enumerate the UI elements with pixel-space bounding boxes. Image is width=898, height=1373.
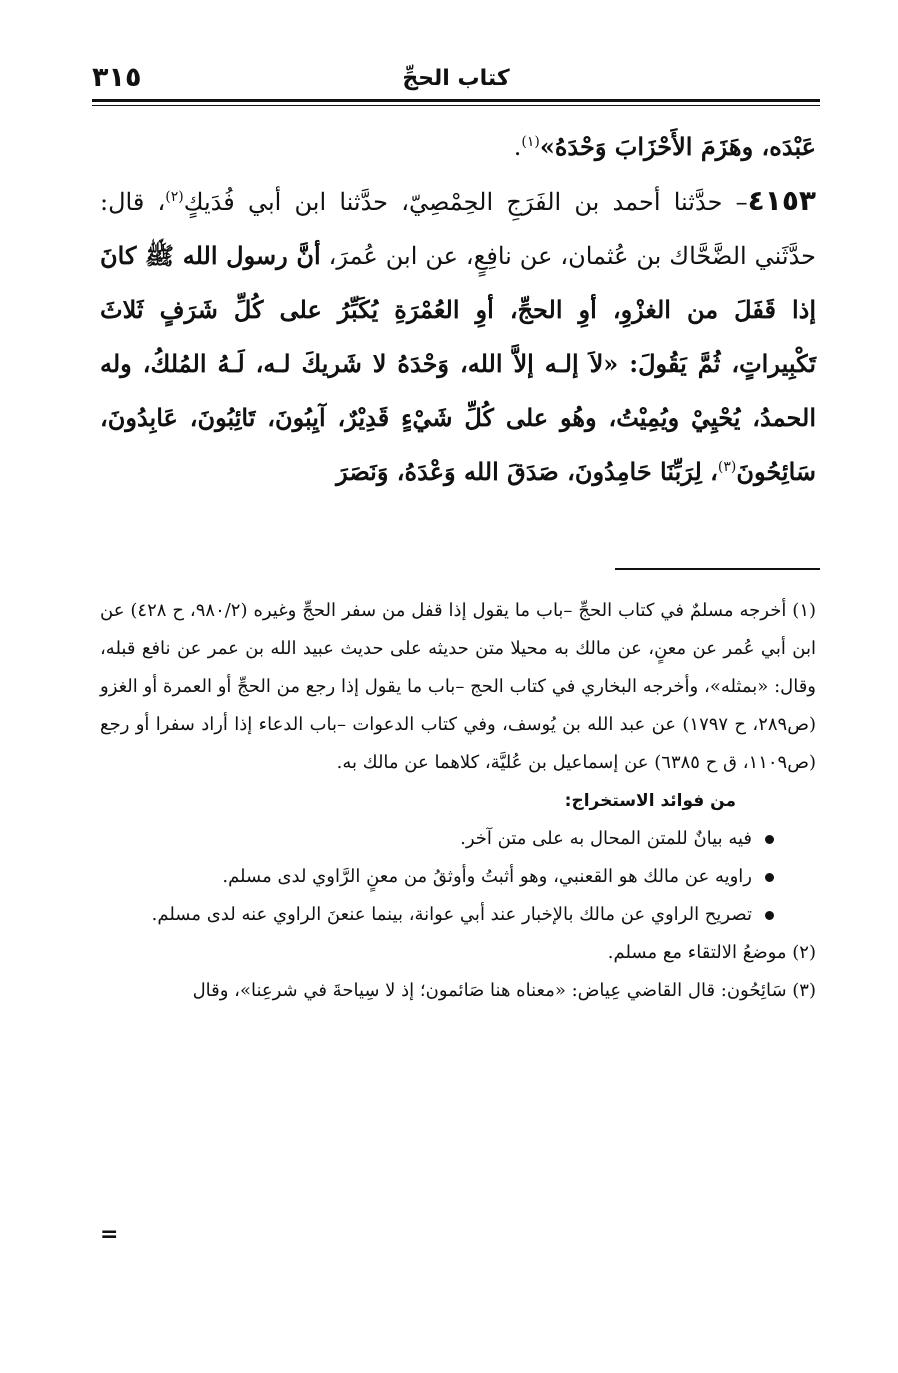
footnote-ref-2: (٢) (165, 189, 184, 205)
benefits-heading: من فوائد الاستخراج: (564, 791, 736, 811)
period: . (513, 133, 522, 161)
hadith-paragraph (100, 174, 816, 499)
footnotes (100, 592, 816, 1010)
book-title: كتاب الحجِّ (402, 66, 510, 91)
footnote-1: (١) أخرجه مسلمٌ في كتاب الحجِّ –باب ما يقول إذا قفل من سفر الحجِّ وغيره (٩٨٠/٢، ح ٤٢٨) عن ابن أبي عُمر عن معنٍ، عن مالك به محيلا متن حديثه على حديث عبيد الله بن عمر عن نافع قبله، وقال: «بمثله»، وأخرجه البخاري في كتاب الحج –باب ما يقول إذا رجع من الحجِّ أو العمرة أو الغزو (ص٢٨٩، ح ١٧٩٧) عن عبد الله بن يُوسف، وفي كتاب الدعوات –باب الدعاء إذا أراد سفرا أو رجع (ص١١٠٩، ق ح ٦٣٨٥) عن إسماعيل بن عُليَّة، كلاهما عن مالك به. (100, 600, 817, 773)
list-item: فيه بيانٌ للمتن المحال به على متن آخر. (100, 820, 752, 858)
hadith-text-part-2: ، لِرَبِّنَا حَامِدُونَ، صَدَقَ الله وَعْدَهُ، وَنَصَرَ (336, 457, 718, 486)
header-rule-thin (92, 105, 820, 106)
footnote-ref-1: (١) (521, 134, 540, 150)
header-rule-thick (92, 99, 820, 102)
hadith-number: ٤١٥٣ (747, 184, 816, 217)
footnote-ref-3: (٣) (717, 459, 737, 475)
hadith-chain-part-2: ، قال: حدَّثَني الضَّحَّاك بن عُثمان، عن نافِعٍ، عن ابن عُمرَ، (100, 188, 816, 270)
main-text (100, 120, 816, 499)
footnote-separator (615, 568, 820, 570)
list-item: راويه عن مالك هو القعنبي، وهو أثبتُ وأوثقُ من معنٍ الرَّاوي لدى مسلم. (100, 858, 752, 896)
footnote-3: (٣) سَائِحُون: قال القاضي عِياض: «معناه هنا صَائمون؛ إذ لا سِياحةَ في شرعِنا»، وقال (192, 980, 816, 1001)
list-item: تصريح الراوي عن مالك بالإخبار عند أبي عوانة، بينما عنعنَ الراوي عنه لدى مسلم. (100, 896, 752, 934)
hadith-ending-text: عَبْدَه، وهَزَمَ الأَحْزَابَ وَحْدَهُ» (539, 132, 816, 161)
continuation-mark: = (100, 1222, 119, 1247)
footnote-2: (٢) موضعُ الالتقاء مع مسلم. (607, 942, 816, 963)
main-paragraph-1 (100, 120, 816, 174)
hadith-chain-part-1: حدَّثنا أحمد بن الفَرَجِ الحِمْصِيّ، حدَّثنا ابن أبي فُدَيكٍ (183, 188, 723, 216)
page-number: ٣١٥ (92, 62, 142, 93)
hadith-text-part-1: أنَّ رسول الله ﷺ كانَ إذا قَفَلَ من الغزْوِ، أوِ الحجِّ، أوِ العُمْرَةِ يُكَبِّرُ على كُلِّ شَرَفٍ ثَلاثَ تَكْبِيراتٍ، ثُمَّ يَقُولَ: «لاَ إلـه إلاَّ الله، وَحْدَهُ لا شَريكَ لـه، لَـهُ المُلكُ، وله الحمدُ، يُحْيِيْ ويُمِيْتُ، وهُو على كُلِّ شَيْءٍ قَدِيْرٌ، آيِبُونَ، تَائِبُونَ، عَابِدُونَ، سَائِحُونَ (100, 241, 817, 486)
hadith-dash: – (722, 188, 748, 216)
running-header (92, 62, 820, 100)
benefits-list (100, 820, 816, 934)
